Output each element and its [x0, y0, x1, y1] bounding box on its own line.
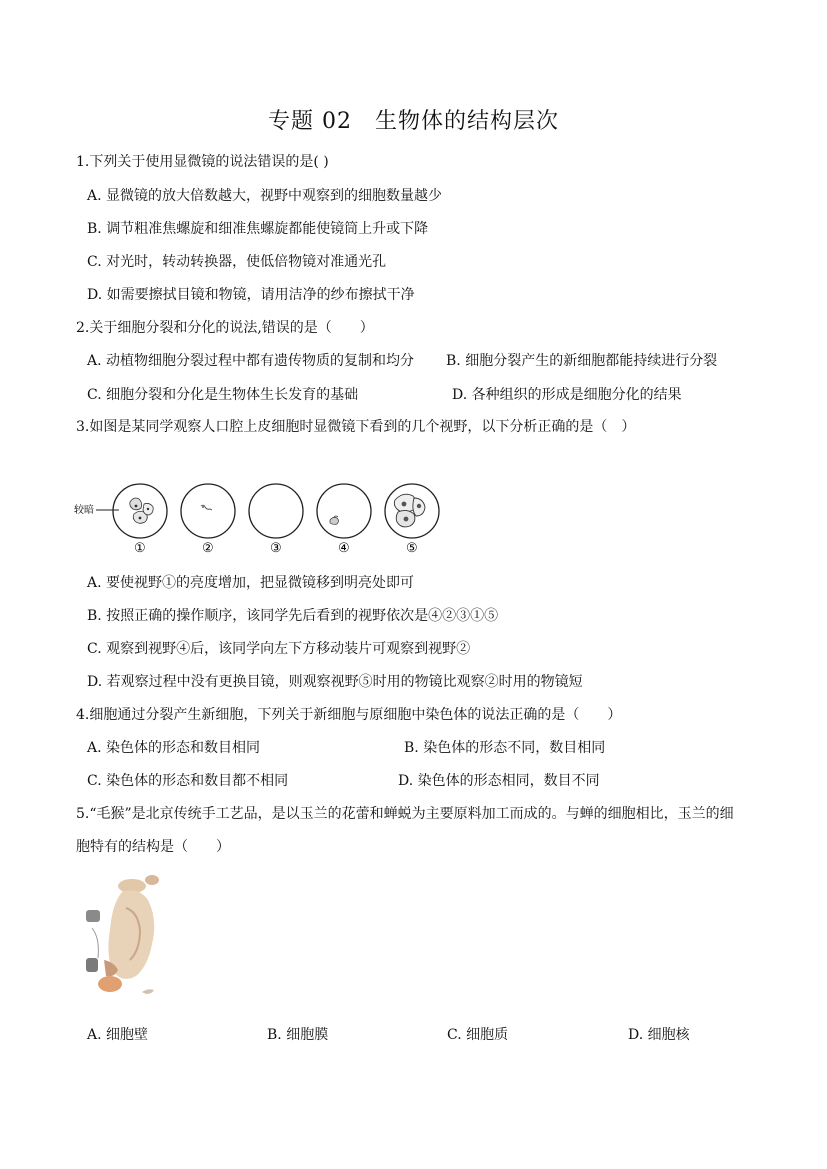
field-4-label: ④ [338, 541, 350, 556]
q1-option-d[interactable]: D. 如需要擦拭目镜和物镜，请用洁净的纱布擦拭干净 [87, 287, 415, 303]
q5-option-a[interactable]: A. 细胞壁 [87, 1027, 149, 1043]
field-2-label: ② [202, 541, 214, 556]
q3-option-d[interactable]: D. 若观察过程中没有更换目镜，则观察视野⑤时用的物镜比观察②时用的物镜短 [87, 674, 583, 690]
field-1 [113, 484, 167, 538]
q1-option-a[interactable]: A. 显微镜的放大倍数越大，视野中观察到的细胞数量越少 [87, 188, 443, 204]
q2-option-d[interactable]: D. 各种组织的形成是细胞分化的结果 [452, 387, 682, 403]
microscope-fields-figure [72, 480, 452, 560]
field-3 [249, 484, 303, 538]
field-1-label: ① [134, 541, 146, 556]
q5-option-c[interactable]: C. 细胞质 [447, 1027, 509, 1043]
q3-option-a[interactable]: A. 要使视野①的亮度增加，把显微镜移到明亮处即可 [87, 575, 415, 591]
maohou-craft-image [80, 868, 170, 1003]
q4-option-d[interactable]: D. 染色体的形态相同，数目不同 [398, 773, 600, 789]
q2-option-c[interactable]: C. 细胞分裂和分化是生物体生长发育的基础 [87, 387, 359, 403]
q4-option-a[interactable]: A. 染色体的形态和数目相同 [87, 740, 261, 756]
q5-option-b[interactable]: B. 细胞膜 [267, 1027, 329, 1043]
question-2-stem: 2.关于细胞分裂和分化的说法,错误的是（ ） [76, 320, 374, 336]
q2-option-a[interactable]: A. 动植物细胞分裂过程中都有遗传物质的复制和均分 [87, 353, 415, 369]
page-title: 专题 02 生物体的结构层次 [268, 109, 559, 134]
field-5 [385, 484, 439, 538]
question-3-stem: 3.如图是某同学观察人口腔上皮细胞时显微镜下看到的几个视野，以下分析正确的是（ ） [76, 419, 636, 435]
field-2 [181, 484, 235, 538]
q3-option-c[interactable]: C. 观察到视野④后，该同学向左下方移动装片可观察到视野② [87, 641, 471, 657]
q5-option-d[interactable]: D. 细胞核 [628, 1027, 690, 1043]
q2-option-b[interactable]: B. 细胞分裂产生的新细胞都能持续进行分裂 [446, 353, 718, 369]
field-3-label: ③ [270, 541, 282, 556]
field-5-label: ⑤ [406, 541, 418, 556]
figure-side-label: 较暗 [74, 505, 94, 516]
question-1-stem: 1.下列关于使用显微镜的说法错误的是( ) [76, 154, 329, 170]
question-5-stem-line-2: 胞特有的结构是（ ） [76, 839, 230, 855]
q4-option-c[interactable]: C. 染色体的形态和数目都不相同 [87, 773, 289, 789]
q4-option-b[interactable]: B. 染色体的形态不同，数目相同 [404, 740, 606, 756]
q3-option-b[interactable]: B. 按照正确的操作顺序，该同学先后看到的视野依次是④②③①⑤ [87, 608, 499, 624]
question-4-stem: 4.细胞通过分裂产生新细胞，下列关于新细胞与原细胞中染色体的说法正确的是（ ） [76, 707, 622, 723]
question-5-stem-line-1: 5.“毛猴”是北京传统手工艺品，是以玉兰的花蕾和蝉蜕为主要原料加工而成的。与蝉的细胞相比，玉兰的细 [76, 806, 734, 822]
q1-option-b[interactable]: B. 调节粗准焦螺旋和细准焦螺旋都能使镜筒上升或下降 [87, 221, 429, 237]
field-4 [317, 484, 371, 538]
q1-option-c[interactable]: C. 对光时，转动转换器，使低倍物镜对准通光孔 [87, 254, 387, 270]
